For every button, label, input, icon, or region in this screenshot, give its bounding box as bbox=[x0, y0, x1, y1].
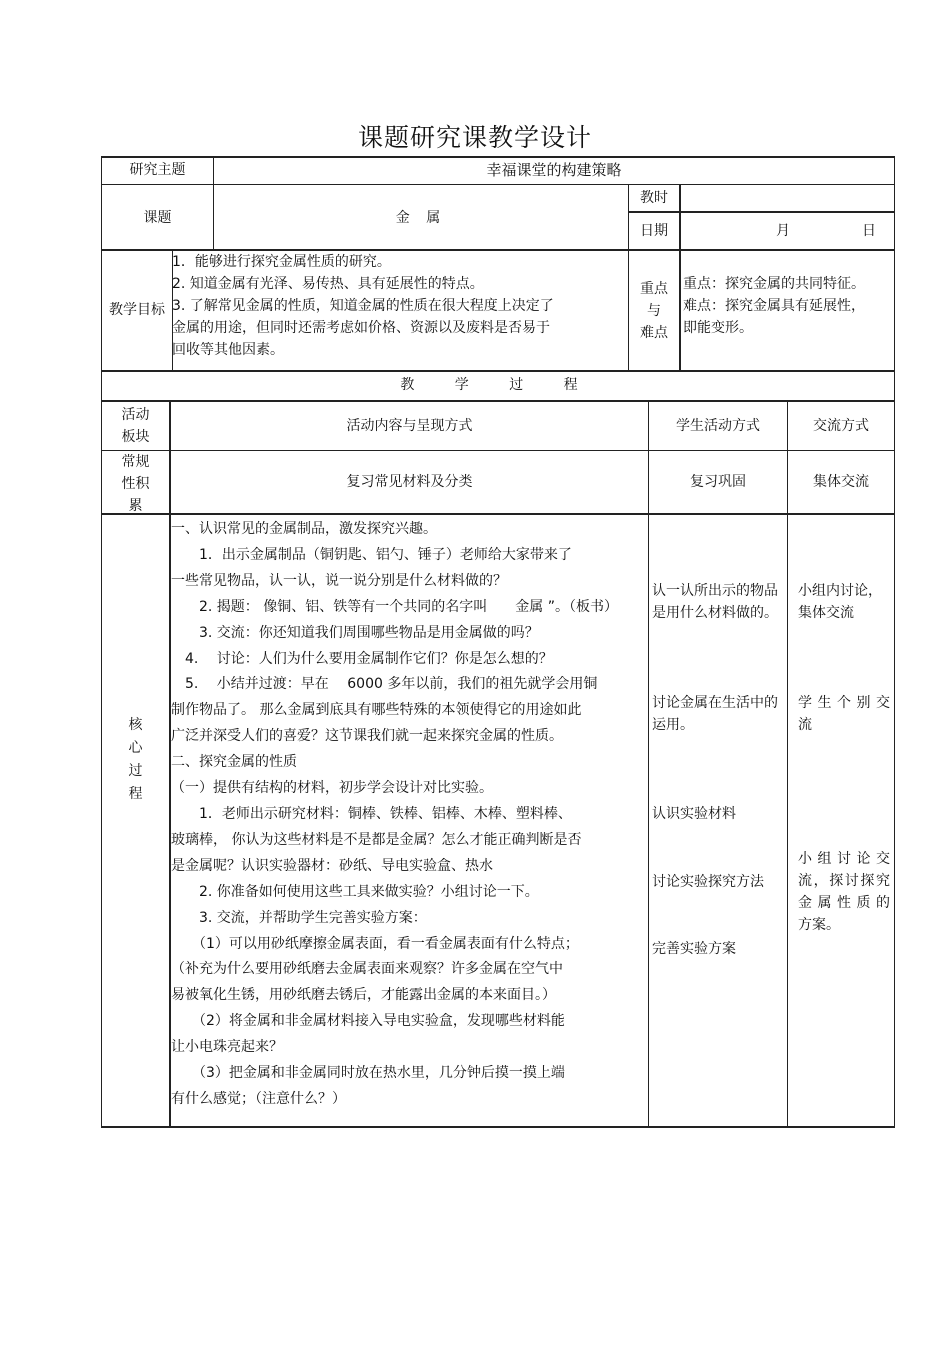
core-line: 5. 小结并过渡：早在 6000 多年以前，我们的祖先就学会用铜 bbox=[171, 676, 598, 693]
routine-content: 复习常见材料及分类 bbox=[346, 474, 473, 490]
goal-line: 金属的用途，但同时还需考虑如价格、资源以及废料是否易于 bbox=[172, 320, 550, 336]
table-rule bbox=[101, 370, 895, 372]
goals-label: 教学目标 bbox=[109, 302, 165, 318]
exchange-note: 小组内讨论，集体交流 bbox=[798, 583, 882, 621]
student-note: 认识实验材料 bbox=[652, 806, 736, 822]
col-header-block-line: 板块 bbox=[121, 429, 150, 445]
core-line: 一、认识常见的金属制品，激发探究兴趣。 bbox=[171, 521, 437, 537]
routine-label bbox=[102, 451, 169, 517]
core-line: （一）提供有结构的材料，初步学会设计对比实验。 bbox=[171, 780, 493, 797]
core-line: （2）将金属和非金属材料接入导电实验盒，发现哪些材料能 bbox=[171, 1013, 565, 1030]
hours-label: 教时 bbox=[640, 190, 668, 206]
key-label-line: 难点 bbox=[640, 325, 668, 341]
core-line: （3）把金属和非金属同时放在热水里，几分钟后摸一摸上端 bbox=[171, 1065, 565, 1082]
table-rule bbox=[101, 450, 895, 451]
core-content bbox=[171, 517, 647, 1113]
key-label-line: 与 bbox=[647, 303, 661, 319]
core-line: 4. 讨论：人们为什么要用金属制作它们？你是怎么想的？ bbox=[171, 650, 553, 667]
student-note: 讨论实验探究方法 bbox=[652, 874, 764, 890]
document-title: 课题研究课教学设计 bbox=[357, 123, 592, 152]
key-point-line: 重点：探究金属的共同特征。 bbox=[683, 276, 865, 292]
core-line: （1）可以用砂纸摩擦金属表面，看一看金属表面有什么特点； bbox=[171, 935, 579, 952]
routine-exchange: 集体交流 bbox=[813, 474, 869, 490]
key-label-line: 重点 bbox=[640, 281, 668, 297]
student-note: 完善实验方案 bbox=[652, 941, 736, 957]
date-label: 日期 bbox=[640, 223, 668, 239]
core-line: 是金属呢？认识实验器材：砂纸、导电实验盒、热水 bbox=[171, 857, 493, 874]
core-line: 玻璃棒， 你认为这些材料是不是都是金属？怎么才能正确判断是否 bbox=[171, 831, 582, 848]
key-point-line: 即能变形。 bbox=[683, 320, 753, 336]
core-line: 有什么感觉；（注意什么？） bbox=[171, 1090, 346, 1107]
table-rule bbox=[648, 400, 649, 1127]
routine-label-line: 性积 bbox=[121, 476, 150, 492]
goal-line: 回收等其他因素。 bbox=[172, 342, 284, 358]
table-rule bbox=[101, 513, 895, 515]
key-points-label bbox=[629, 278, 679, 344]
core-line: 制作物品了。 那么金属到底具有哪些特殊的本领使得它的用途如此 bbox=[171, 702, 582, 719]
routine-student: 复习巩固 bbox=[690, 474, 746, 490]
lesson-value: 金 属 bbox=[395, 210, 447, 226]
core-label bbox=[102, 714, 169, 806]
col-header-student: 学生活动方式 bbox=[676, 418, 760, 434]
goal-line: 2. 知道金属有光泽、易传热、具有延展性的特点。 bbox=[172, 276, 484, 292]
col-header-block bbox=[102, 404, 169, 448]
core-line: （补充为什么要用砂纸磨去金属表面来观察？许多金属在空气中 bbox=[171, 961, 563, 978]
table-border-top bbox=[101, 156, 895, 158]
core-label-line: 程 bbox=[128, 786, 143, 802]
exchange-note: 学 生 个 别 交流 bbox=[798, 695, 890, 733]
goals-list bbox=[172, 251, 627, 361]
core-line: 1．老师出示研究材料：铜棒、铁棒、铝棒、木棒、塑料棒、 bbox=[171, 805, 572, 822]
goal-line: 1．能够进行探究金属性质的研究。 bbox=[172, 254, 391, 270]
topic-label: 研究主题 bbox=[129, 162, 186, 178]
col-header-block-line: 活动 bbox=[121, 407, 150, 423]
table-rule bbox=[101, 400, 895, 402]
date-day: 日 bbox=[862, 223, 876, 239]
core-line: 1．出示金属制品（铜钥匙、铝勺、锤子）老师给大家带来了 bbox=[171, 546, 572, 563]
table-rule bbox=[679, 184, 681, 371]
table-rule bbox=[101, 184, 895, 185]
core-line: 3. 交流，并帮助学生完善实验方案： bbox=[171, 909, 427, 926]
routine-label-line: 累 bbox=[128, 498, 143, 514]
col-header-content: 活动内容与呈现方式 bbox=[346, 418, 473, 434]
topic-value: 幸福课堂的构建策略 bbox=[486, 161, 622, 179]
core-line: 广泛并深受人们的喜爱？这节课我们就一起来探究金属的性质。 bbox=[171, 728, 563, 745]
core-line: 2. 揭题： 像铜、铝、铁等有一个共同的名字叫 金属 ”。（板书） bbox=[171, 598, 618, 615]
table-rule bbox=[787, 400, 788, 1127]
key-point-line: 难点：探究金属具有延展性， bbox=[683, 298, 865, 314]
col-header-exchange: 交流方式 bbox=[813, 418, 869, 434]
core-line: 3. 交流：你还知道我们周围哪些物品是用金属做的吗？ bbox=[171, 624, 539, 641]
exchange-note: 小 组 讨 论 交流，探讨探究金 属 性 质 的方案。 bbox=[798, 851, 890, 933]
goal-line: 3. 了解常见金属的性质，知道金属的性质在很大程度上决定了 bbox=[172, 298, 554, 314]
core-line: 易被氧化生锈，用砂纸磨去锈后，才能露出金属的本来面目。） bbox=[171, 987, 556, 1004]
table-rule bbox=[628, 211, 895, 213]
lesson-label: 课题 bbox=[143, 210, 172, 226]
key-points-text bbox=[683, 273, 893, 339]
student-note: 认一认所出示的物品是用什么材料做的。 bbox=[652, 583, 778, 621]
date-month: 月 bbox=[776, 223, 790, 239]
core-label-line: 核 bbox=[128, 717, 143, 733]
process-heading: 教 学 过 程 bbox=[400, 377, 596, 393]
core-line: 2. 你准备如何使用这些工具来做实验？小组讨论一下。 bbox=[171, 883, 539, 900]
table-border-right bbox=[894, 156, 895, 1127]
core-line: 二、探究金属的性质 bbox=[171, 754, 297, 771]
core-line: 一些常见物品，认一认，说一说分别是什么材料做的？ bbox=[171, 572, 507, 589]
core-label-line: 心 bbox=[128, 740, 143, 756]
core-label-line: 过 bbox=[128, 763, 143, 779]
routine-label-line: 常规 bbox=[121, 454, 150, 470]
table-border-bottom bbox=[101, 1126, 895, 1128]
core-line: 让小电珠亮起来？ bbox=[171, 1039, 283, 1056]
student-note: 讨论金属在生活中的运用。 bbox=[652, 695, 778, 733]
